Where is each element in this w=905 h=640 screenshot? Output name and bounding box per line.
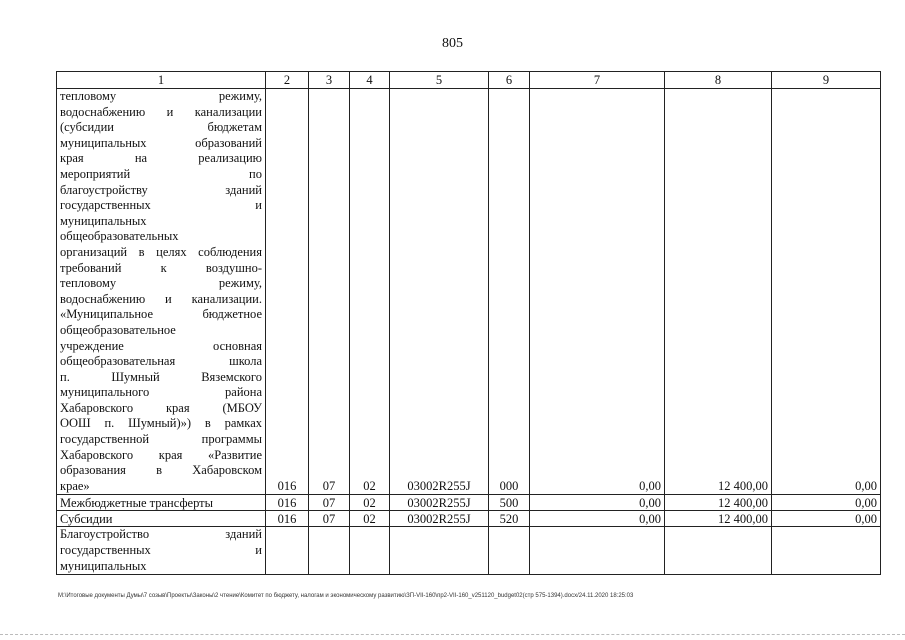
cell-amount-7: 0,00	[530, 89, 665, 495]
desc-line: государственной программы	[60, 432, 262, 447]
cell-ministry: 016	[266, 495, 309, 511]
cell-amount-8: 12 400,00	[665, 495, 772, 511]
empty-cell	[530, 527, 665, 575]
page-bottom-rule	[0, 634, 905, 635]
budget-table	[56, 71, 881, 575]
cell-target-article: 03002R255J	[390, 511, 489, 527]
header-cell: 4	[350, 72, 390, 89]
desc-line: края на реализацию	[60, 151, 262, 166]
desc-line: тепловому режиму,	[60, 89, 262, 103]
desc-line: п. Шумный Вяземского	[60, 369, 262, 384]
cell-target-article: 03002R255J	[390, 89, 489, 495]
cell-ministry: 016	[266, 511, 309, 527]
table-row	[57, 495, 881, 511]
document-path-footer: M:\Итоговые документы Думы\7 созыв\Проекты\Законы\2 чтение\Комитет по бюджету, налогам и экономическому развитию\ЗП-VII-160\пр2-VII-160_v251120_budget02(стр 575-1394).docx/24.11.2020 18:25:03	[58, 593, 634, 599]
cell-subsection: 02	[350, 511, 390, 527]
desc-line: учреждение основная	[60, 338, 262, 353]
desc-line: организаций в целях соблюдения	[60, 244, 262, 259]
table-row	[57, 89, 881, 495]
cell-target-article: 03002R255J	[390, 495, 489, 511]
empty-cell	[665, 527, 772, 575]
cell-amount-9: 0,00	[772, 511, 881, 527]
cell-subsection: 02	[350, 495, 390, 511]
header-cell: 5	[390, 72, 489, 89]
desc-line: водоснабжению и канализации.	[60, 291, 262, 306]
cell-expense-type: 500	[489, 495, 530, 511]
table-header-row	[57, 72, 881, 89]
header-cell: 6	[489, 72, 530, 89]
page-number: 805	[442, 36, 463, 51]
cell-amount-9: 0,00	[772, 89, 881, 495]
desc-line: мероприятий по	[60, 166, 262, 181]
cell-subsection: 02	[350, 89, 390, 495]
desc-line: водоснабжению и канализации	[60, 104, 262, 119]
desc-line: крае»	[60, 478, 90, 493]
cell-section: 07	[309, 511, 350, 527]
row-description	[57, 89, 266, 495]
row-description: Субсидии	[57, 511, 266, 527]
desc-line: Благоустройство зданий	[60, 527, 262, 542]
desc-line: требований к воздушно-	[60, 260, 262, 275]
desc-line: муниципального района	[60, 385, 262, 400]
desc-line: Хабаровского края «Развитие	[60, 447, 262, 462]
empty-cell	[350, 527, 390, 575]
header-cell: 2	[266, 72, 309, 89]
cell-section: 07	[309, 89, 350, 495]
empty-cell	[266, 527, 309, 575]
desc-line: (субсидии бюджетам	[60, 120, 262, 135]
header-cell: 7	[530, 72, 665, 89]
header-cell: 1	[57, 72, 266, 89]
desc-line: «Муниципальное бюджетное	[60, 307, 262, 322]
cell-section: 07	[309, 495, 350, 511]
desc-line: общеобразовательное	[60, 322, 176, 337]
desc-line: общеобразовательная школа	[60, 354, 262, 369]
table-row	[57, 527, 881, 575]
desc-line: Хабаровского края (МБОУ	[60, 400, 262, 415]
desc-line: образования в Хабаровском	[60, 463, 262, 478]
desc-line: благоустройству зданий	[60, 182, 262, 197]
table-row	[57, 511, 881, 527]
cell-amount-7: 0,00	[530, 495, 665, 511]
desc-line: муниципальных	[60, 213, 147, 228]
row-description	[57, 527, 266, 575]
desc-line: государственных и	[60, 198, 262, 213]
cell-amount-7: 0,00	[530, 511, 665, 527]
header-cell: 8	[665, 72, 772, 89]
desc-line: общеобразовательных	[60, 229, 179, 244]
row-description: Межбюджетные трансферты	[57, 495, 266, 511]
cell-ministry: 016	[266, 89, 309, 495]
empty-cell	[489, 527, 530, 575]
header-cell: 3	[309, 72, 350, 89]
desc-line: муниципальных	[60, 558, 147, 573]
desc-line: тепловому режиму,	[60, 276, 262, 291]
cell-amount-8: 12 400,00	[665, 511, 772, 527]
empty-cell	[309, 527, 350, 575]
header-cell: 9	[772, 72, 881, 89]
empty-cell	[772, 527, 881, 575]
desc-line: ООШ п. Шумный)») в рамках	[60, 416, 262, 431]
cell-expense-type: 000	[489, 89, 530, 495]
cell-amount-8: 12 400,00	[665, 89, 772, 495]
desc-line: государственных и	[60, 543, 262, 558]
cell-expense-type: 520	[489, 511, 530, 527]
desc-line: муниципальных образований	[60, 135, 262, 150]
cell-amount-9: 0,00	[772, 495, 881, 511]
empty-cell	[390, 527, 489, 575]
